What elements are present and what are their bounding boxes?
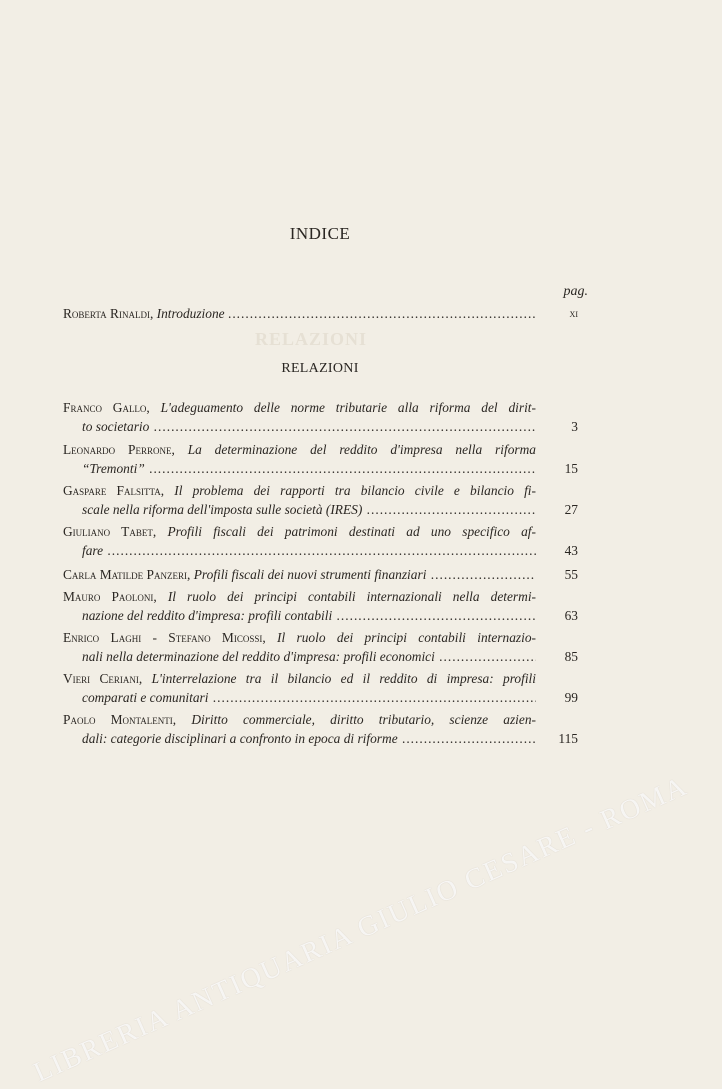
entry-title: Introduzione: [156, 306, 225, 321]
entry-title-continued: nazione del reddito d'impresa: profili contabili: [82, 608, 333, 623]
entry-author: Vieri Ceriani,: [63, 671, 143, 686]
entry-author: Roberta Rinaldi,: [63, 306, 154, 321]
entry-title: L'interrelazione tra il bilancio ed il reddito di impresa: profili: [151, 671, 536, 686]
entry-title: Profili fiscali dei nuovi strumenti finanziari: [193, 567, 427, 582]
entry-page: 63: [564, 608, 578, 623]
toc-entry-continuation: [82, 418, 536, 435]
page-title: INDICE: [289, 224, 351, 243]
entry-title: Il problema dei rapporti tra bilancio civile e bilancio fi-: [174, 483, 536, 498]
entry-title-continued: fare: [82, 543, 104, 558]
toc-entry-continuation: [82, 501, 536, 518]
entry-author: Leonardo Perrone,: [63, 442, 175, 457]
watermark: LIBRERIA ANTIQUARIA GIULIO CESARE - ROMA: [29, 770, 693, 1089]
toc-entry-continuation: [82, 648, 536, 665]
entry-title: Diritto commerciale, diritto tributario, scienze azien-: [191, 712, 536, 727]
toc-entry: [63, 588, 536, 605]
entry-title: L'adeguamento delle norme tributarie alla riforma del dirit-: [160, 400, 536, 415]
toc-entry-continuation: [82, 689, 536, 706]
toc-entry: [63, 523, 536, 540]
entry-page: 43: [564, 543, 578, 558]
section-heading: RELAZIONI: [281, 361, 359, 376]
toc-entry: [63, 670, 536, 687]
entry-author: Giuliano Tabet,: [63, 524, 157, 539]
entry-page: 85: [564, 649, 578, 664]
toc-entry-continuation: [82, 730, 536, 747]
entry-page: xi: [569, 306, 578, 320]
toc-entry-continuation: [82, 460, 536, 477]
entry-page: 99: [564, 690, 578, 705]
toc-entry: [63, 711, 536, 728]
entry-title-continued: nali nella determinazione del reddito d'impresa: profili economici: [82, 649, 435, 664]
entry-title: Profili fiscali dei patrimoni destinati ad uno specifico af-: [167, 524, 536, 539]
toc-entry-continuation: [82, 607, 536, 624]
toc-entry-continuation: [82, 542, 536, 559]
entry-title: La determinazione del reddito d'impresa nella riforma: [187, 442, 536, 457]
toc-entry: [63, 399, 536, 416]
entry-author: Paolo Montalenti,: [63, 712, 177, 727]
entry-author: Carla Matilde Panzeri,: [63, 567, 191, 582]
entry-title-continued: dali: categorie disciplinari a confronto in epoca di riforme: [82, 731, 398, 746]
entry-page: 15: [564, 461, 578, 476]
toc-entry: [63, 482, 536, 499]
entry-title: Il ruolo dei principi contabili internazionali nella determi-: [167, 589, 536, 604]
toc-entry-introduction: [63, 305, 536, 322]
entry-title-continued: “Tremonti”: [82, 461, 145, 476]
entry-author: Mauro Paoloni,: [63, 589, 157, 604]
bleed-through-text: RELAZIONI: [255, 329, 368, 349]
entry-page: 3: [571, 419, 578, 434]
entry-page: 55: [564, 567, 578, 582]
entry-page: 27: [564, 502, 578, 517]
entry-title: Il ruolo dei principi contabili internazio-: [277, 630, 536, 645]
toc-entry: [63, 629, 536, 646]
page-column-label: pag.: [563, 284, 588, 299]
entry-author: Franco Gallo,: [63, 400, 150, 415]
entry-title-continued: comparati e comunitari: [82, 690, 209, 705]
entry-author: Enrico Laghi - Stefano Micossi,: [63, 630, 266, 645]
entry-title-continued: to societario: [82, 419, 150, 434]
entry-title-continued: scale nella riforma dell'imposta sulle società (IRES): [82, 502, 363, 517]
entry-author: Gaspare Falsitta,: [63, 483, 165, 498]
entry-page: 115: [558, 731, 578, 746]
toc-entry: [63, 441, 536, 458]
toc-entry: [63, 566, 536, 583]
